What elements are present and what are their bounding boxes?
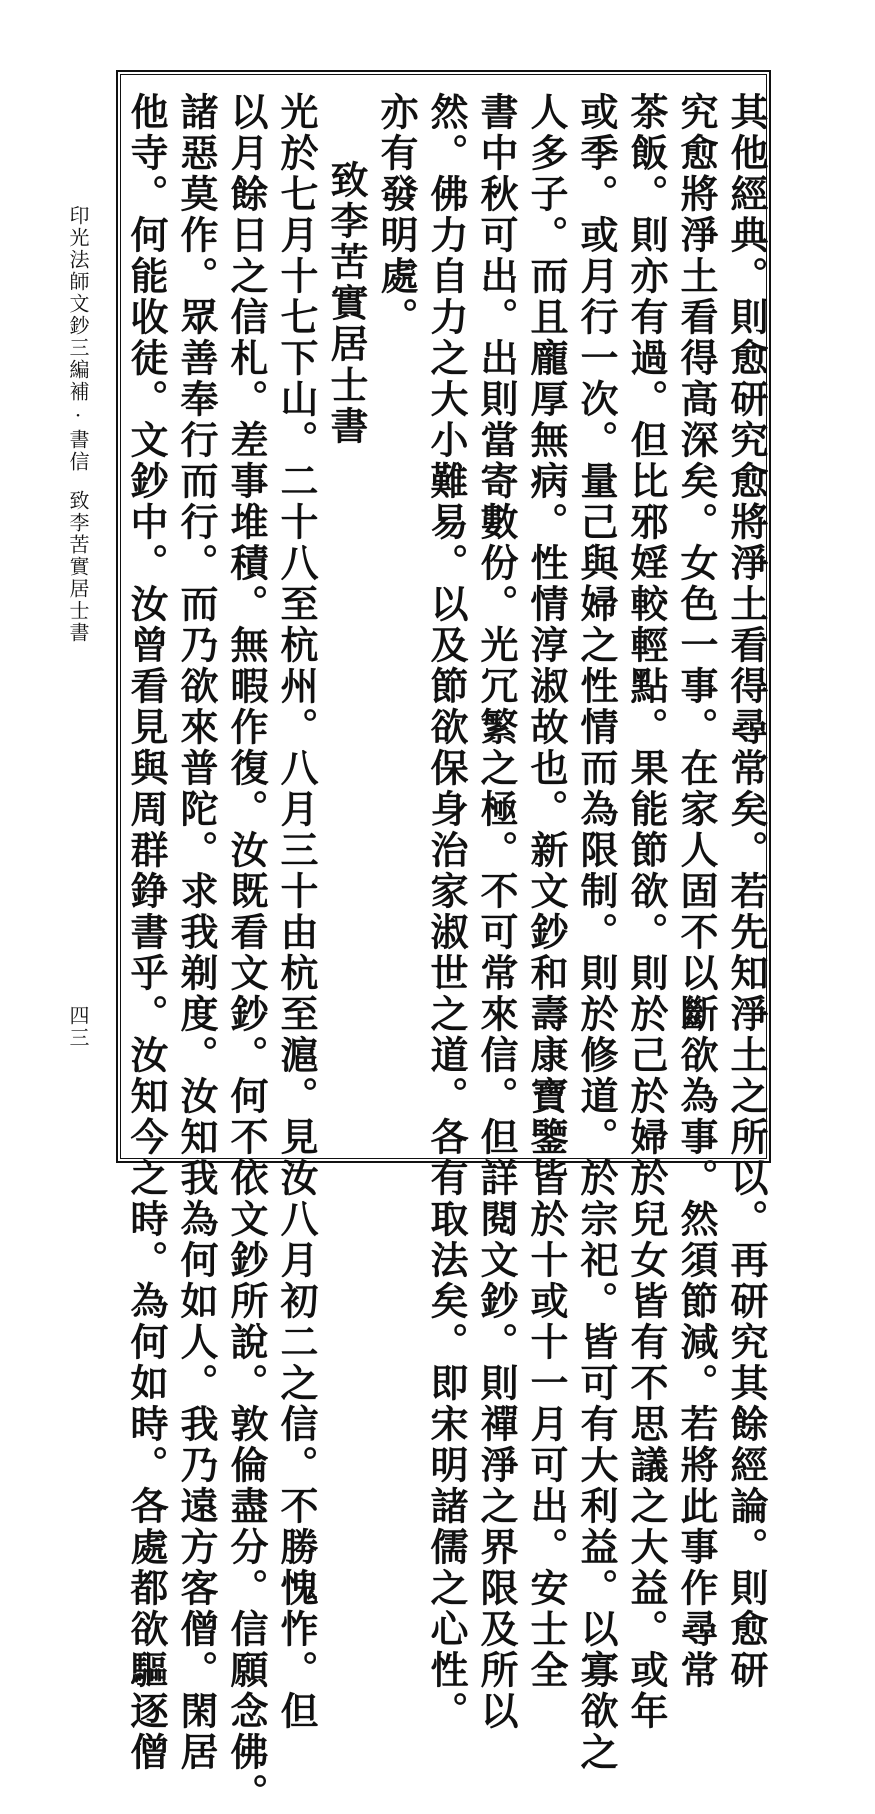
section-title: 致李苦實居士書 <box>66 490 90 644</box>
text-column: 書中秋可出。出則當寄數份。光冗繁之極。不可常來信。但詳閱文鈔。則禪淨之界限及所以 <box>474 92 519 1732</box>
text-column: 亦有發明處。 <box>374 92 419 338</box>
book-title: 印光法師文鈔三編補·書信 <box>66 205 90 473</box>
text-column: 諸惡莫作。眾善奉行而行。而乃欲來普陀。求我剃度。汝知我為何如人。我乃遠方客僧。閑居 <box>174 92 219 1773</box>
page-number: 四三 <box>66 1005 90 1049</box>
text-column: 以月餘日之信札。差事堆積。無暇作復。汝既看文鈔。何不依文鈔所說。敦倫盡分。信願念佛。 <box>224 92 269 1814</box>
text-column: 然。佛力自力之大小難易。以及節欲保身治家淑世之道。各有取法矣。即宋明諸儒之心性。 <box>424 92 469 1732</box>
text-column: 人多子。而且龐厚無病。性情淳淑故也。新文鈔和壽康寶鑒皆於十或十一月可出。安士全 <box>524 92 569 1691</box>
text-column: 光於七月十七下山。二十八至杭州。八月三十由杭至滬。見汝八月初二之信。不勝愧怍。但 <box>274 92 319 1732</box>
text-column: 究愈將淨土看得高深矣。女色一事。在家人固不以斷欲為事。然須節減。若將此事作尋常 <box>674 92 719 1691</box>
text-column: 茶飯。則亦有過。但比邪婬較輕點。果能節欲。則於己於婦於兒女皆有不思議之大益。或年 <box>624 92 669 1732</box>
text-column: 他寺。何能收徒。文鈔中。汝曾看見與周群錚書乎。汝知今之時。為何如時。各處都欲驅逐僧 <box>124 92 169 1773</box>
text-column: 或季。或月行一次。量己與婦之性情而為限制。則於修道。於宗祀。皆可有大利益。以寡欲之 <box>574 92 619 1773</box>
letter-heading: 致李苦實居士書 <box>324 160 369 447</box>
text-column: 其他經典。則愈研究愈將淨土看得尋常矣。若先知淨土之所以。再研究其餘經論。則愈研 <box>724 92 769 1691</box>
